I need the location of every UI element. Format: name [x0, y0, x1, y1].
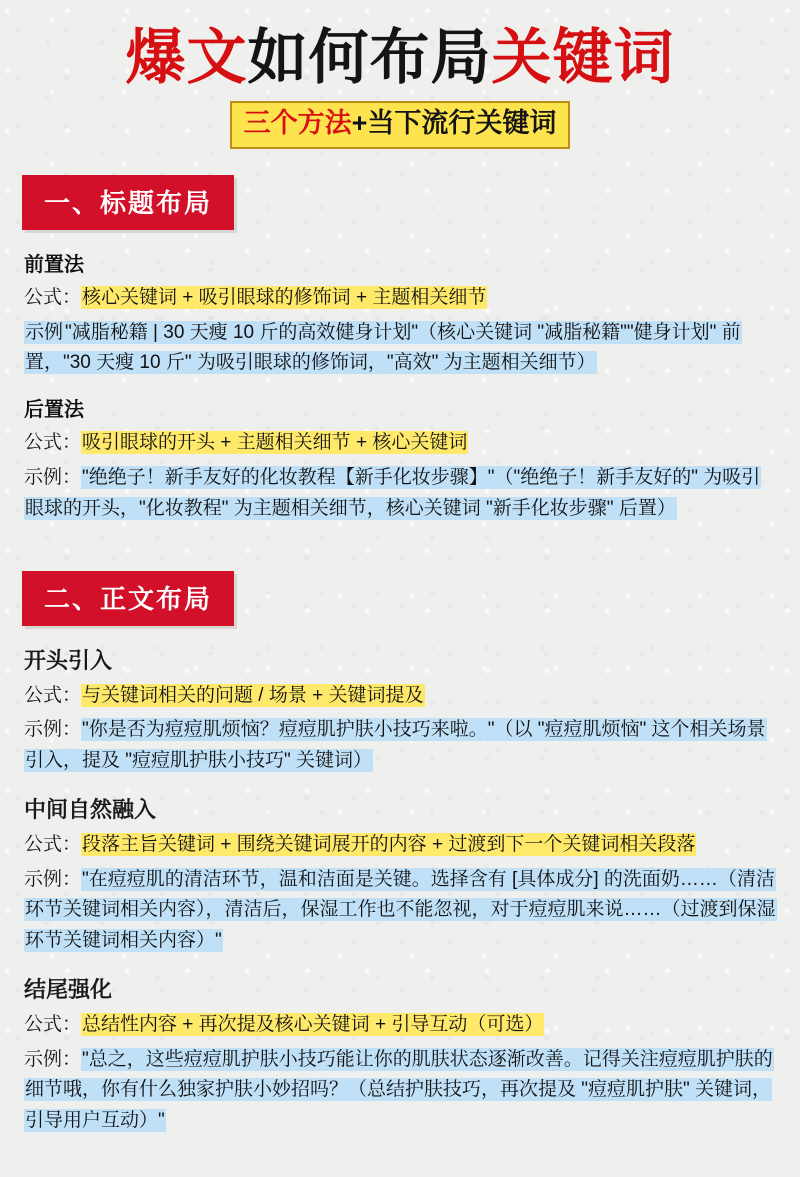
- formula-label: 公式：: [24, 286, 82, 308]
- block-example-line: [24, 318, 778, 380]
- block-example-line: [24, 1045, 778, 1137]
- section-1-block-1: [22, 248, 778, 379]
- block-sub-heading: 结尾强化: [24, 976, 113, 1002]
- block-formula-line: [24, 681, 778, 712]
- section-1-heading: 一、标题布局: [22, 175, 234, 230]
- block-example-line: [24, 463, 778, 525]
- formula-label: 公式：: [24, 833, 82, 855]
- example-text: "你是否为痘痘肌烦恼？痘痘肌护肤小技巧来啦。"（以 "痘痘肌烦恼" 这个相关场景引入，提及 "痘痘肌护肤小技巧" 关键词）: [25, 719, 766, 772]
- block-formula-line: [24, 830, 778, 861]
- subtitle-box: [230, 101, 571, 149]
- formula-text: 吸引眼球的开头 + 主题相关细节 + 核心关键词: [82, 432, 468, 454]
- section-2-heading: 二、正文布局: [22, 571, 234, 626]
- example-label: 示例：: [24, 868, 82, 890]
- formula-text: 与关键词相关的问题 / 场景 + 关键词提及: [82, 684, 424, 706]
- example-label: 示例: [25, 321, 64, 343]
- subtitle-plus: +: [351, 108, 368, 139]
- block-formula-line: [24, 428, 778, 459]
- block-example-line: [24, 715, 778, 777]
- section-2-block-2: [22, 793, 778, 957]
- block-sub-heading: 前置法: [24, 253, 84, 276]
- block-sub-heading: 后置法: [24, 399, 84, 422]
- block-sub-heading: 中间自然融入: [24, 796, 157, 822]
- block-formula-line: [24, 283, 778, 314]
- example-text: "减脂秘籍 | 30 天瘦 10 斤的高效健身计划"（核心关键词 "减脂秘籍""健身计划" 前置，"30 天瘦 10 斤" 为吸引眼球的修饰词，"高效" 为主题相关细节）: [25, 321, 741, 374]
- example-text: "绝绝子！新手友好的化妆教程【新手化妆步骤】"（"绝绝子！新手友好的" 为吸引眼球的开头，"化妆教程" 为主题相关细节，核心关键词 "新手化妆步骤" 后置）: [25, 467, 761, 519]
- block-formula-line: [24, 1010, 778, 1041]
- section-divider-space: [22, 535, 778, 561]
- example-label: 示例：: [24, 467, 82, 488]
- section-2-heading-wrap: [22, 571, 778, 626]
- section-2-block-1: [22, 644, 778, 777]
- title-part-3: 关键词: [491, 24, 675, 91]
- formula-text: 核心关键词 + 吸引眼球的修饰词 + 主题相关细节: [82, 286, 487, 308]
- formula-text: 段落主旨关键词 + 围绕关键词展开的内容 + 过渡到下一个关键词相关段落: [82, 833, 696, 855]
- block-example-line: [24, 865, 778, 957]
- section-1-heading-wrap: [22, 175, 778, 230]
- section-2-block-3: [22, 973, 778, 1137]
- example-label: 示例：: [24, 1048, 82, 1070]
- block-sub-heading: 开头引入: [24, 647, 113, 673]
- formula-text: 总结性内容 + 再次提及核心关键词 + 引导互动（可选）: [82, 1013, 544, 1035]
- section-1-block-2: [22, 393, 778, 524]
- formula-label: 公式：: [24, 432, 82, 454]
- page-title: [22, 24, 778, 91]
- subtitle-banner: [22, 101, 778, 149]
- example-text: "总之，这些痘痘肌护肤小技巧能让你的肌肤状态逐渐改善。记得关注痘痘肌护肤的细节哦，你有什么独家护肤小妙招吗？（总结护肤技巧，再次提及 "痘痘肌护肤" 关键词，引导用户互动）": [25, 1048, 773, 1132]
- title-part-1: 爆文: [125, 24, 248, 91]
- formula-label: 公式：: [24, 684, 82, 706]
- subtitle-rest: 当下流行关键词: [367, 108, 557, 139]
- example-text: "在痘痘肌的清洁环节，温和洁面是关键。选择含有 [具体成分] 的洗面奶……（清洁环节关键词相关内容），清洁后，保湿工作也不能忽视，对于痘痘肌来说……（过渡到保湿环节关键词相关内容）": [25, 868, 776, 952]
- example-label: 示例：: [24, 719, 82, 741]
- formula-label: 公式：: [24, 1013, 82, 1035]
- subtitle-highlight: 三个方法: [243, 108, 352, 139]
- title-part-2: 如何布局: [247, 24, 492, 91]
